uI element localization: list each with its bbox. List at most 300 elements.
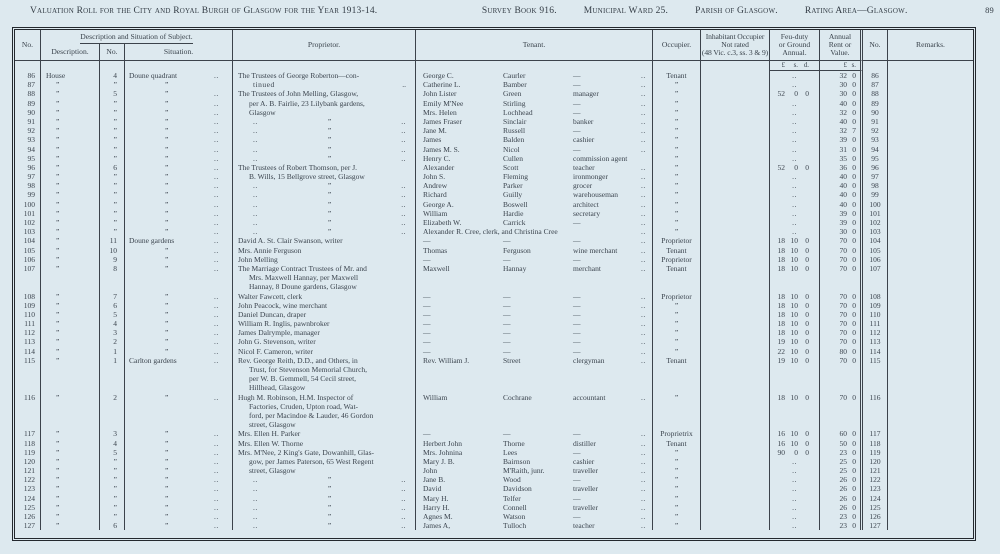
table-row — [15, 521, 973, 530]
tenant-dots: .. — [641, 227, 646, 237]
cell-annual-rent — [820, 328, 863, 337]
table-row — [15, 200, 973, 209]
tenant-occupation: commission agent — [573, 153, 628, 163]
rent-shillings: 0 — [852, 144, 856, 154]
feu-dots: .. — [792, 208, 797, 218]
tenant-surname: — — [503, 328, 511, 338]
feu-pence: 0 — [805, 392, 809, 402]
rent-pounds: 40 — [839, 199, 847, 209]
tenant-surname: Carrick — [503, 218, 526, 227]
tenant-surname: Thorne — [503, 438, 525, 448]
cell-feu-duty — [770, 383, 820, 392]
cell-tenant — [416, 310, 653, 319]
cell-remarks — [888, 356, 973, 365]
cell-situation — [125, 218, 233, 227]
situation-text — [125, 402, 214, 411]
feu-pence: 0 — [805, 236, 809, 246]
rent-pounds: 30 — [839, 80, 847, 90]
cell-description: ” — [41, 347, 100, 356]
cell-feu-duty — [770, 172, 820, 181]
cell-street-no: ” — [100, 172, 125, 181]
cell-inhabitant-occupier — [701, 521, 770, 530]
cell-situation — [125, 264, 233, 273]
situation-dots: .. — [214, 162, 219, 172]
cell-situation — [125, 512, 233, 521]
cell-annual-rent — [820, 347, 863, 356]
cell-feu-duty — [770, 181, 820, 190]
cell-remarks — [888, 319, 973, 328]
cell-entry-no: 88 — [15, 89, 41, 98]
cell-entry-no: 100 — [15, 200, 41, 209]
situation-dots: .. — [214, 300, 219, 310]
cell-feu-duty — [770, 475, 820, 484]
tenant-dots: .. — [641, 300, 646, 310]
table-row — [15, 420, 973, 429]
tenant-dots: .. — [641, 493, 646, 503]
cell-annual-rent — [820, 466, 863, 475]
table-row — [15, 227, 973, 236]
cell-tenant — [416, 292, 653, 301]
cell-tenant — [416, 420, 653, 429]
tenant-forename: — — [423, 300, 431, 310]
tenant-dots: .. — [641, 254, 646, 264]
cell-annual-rent — [820, 126, 863, 135]
table-row — [15, 273, 973, 282]
tenant-surname: — — [503, 254, 511, 264]
table-row — [15, 292, 973, 301]
rent-pounds: 39 — [839, 135, 847, 145]
situation-dots: .. — [214, 337, 219, 347]
cell-annual-rent — [820, 190, 863, 199]
table-row — [15, 393, 973, 402]
cell-tenant — [416, 227, 653, 236]
cell-remarks — [888, 282, 973, 291]
cell-entry-no: 116 — [15, 393, 41, 402]
rent-pounds: 70 — [839, 309, 847, 319]
proprietor-ditto-part: ” — [327, 218, 332, 227]
tenant-forename: Richard — [423, 190, 447, 200]
tenant-occupation: cashier — [573, 135, 595, 145]
proprietor-ditto-part: .. — [401, 493, 406, 503]
feu-shillings: 10 — [790, 309, 798, 319]
cell-entry-no — [15, 282, 41, 291]
tenant-surname: Russell — [503, 126, 526, 136]
cell-situation — [125, 71, 233, 80]
cell-situation — [125, 301, 233, 310]
cell-entry-no-right: 102 — [863, 218, 888, 227]
cell-annual-rent — [820, 71, 863, 80]
situation-dots: .. — [214, 319, 219, 329]
cell-proprietor — [233, 80, 416, 89]
cell-description — [41, 282, 100, 291]
situation-text: ” — [165, 456, 169, 466]
cell-annual-rent — [820, 246, 863, 255]
header-remarks: Remarks. — [916, 40, 945, 49]
cell-occupier: ” — [653, 319, 701, 328]
feu-pence: 0 — [805, 291, 809, 301]
proprietor-ditto-part: .. — [253, 502, 258, 512]
rent-shillings: 0 — [852, 263, 856, 273]
cell-inhabitant-occupier — [701, 337, 770, 346]
cell-street-no: ” — [100, 512, 125, 521]
cell-proprietor: B. Wills, 15 Bellgrove street, Glasgow — [233, 172, 416, 181]
cell-entry-no: 99 — [15, 190, 41, 199]
header-feu-duty: Feu-duty or Ground Annual. — [770, 30, 820, 60]
cell-street-no: 6 — [100, 301, 125, 310]
tenant-occupation: banker — [573, 116, 594, 126]
proprietor-ditto-part: .. — [253, 116, 258, 126]
cell-tenant — [416, 402, 653, 411]
cell-entry-no-right — [863, 420, 888, 429]
proprietor-ditto-part: ” — [327, 116, 332, 126]
cell-remarks — [888, 393, 973, 402]
cell-inhabitant-occupier — [701, 383, 770, 392]
header-proprietor: Proprietor. — [233, 30, 416, 60]
tenant-dots: .. — [641, 89, 646, 99]
cell-tenant — [416, 475, 653, 484]
cell-situation — [125, 246, 233, 255]
cell-entry-no-right: 116 — [863, 393, 888, 402]
rent-pounds: 26 — [839, 484, 847, 494]
rent-pounds: 23 — [839, 447, 847, 457]
cell-entry-no: 127 — [15, 521, 41, 530]
feu-shillings: 10 — [790, 300, 798, 310]
tenant-occupation: warehouseman — [573, 190, 618, 200]
tenant-forename: Mrs. Johnina — [423, 447, 463, 457]
cell-inhabitant-occupier — [701, 328, 770, 337]
cell-remarks — [888, 200, 973, 209]
cell-annual-rent — [820, 264, 863, 273]
cell-street-no: ” — [100, 99, 125, 108]
cell-situation — [125, 126, 233, 135]
cell-situation — [125, 172, 233, 181]
proprietor-ditto-part: ” — [327, 512, 332, 521]
cell-feu-duty — [770, 301, 820, 310]
cell-proprietor: ford, per Macindoe & Lauder, 46 Gordon — [233, 411, 416, 420]
cell-proprietor — [233, 494, 416, 503]
rent-shillings: 0 — [852, 521, 856, 531]
cell-remarks — [888, 71, 973, 80]
tenant-occupation: — — [573, 254, 581, 264]
cell-description: ” — [41, 475, 100, 484]
tenant-dots: .. — [641, 319, 646, 329]
rent-shillings: 0 — [852, 484, 856, 494]
tenant-forename: — — [423, 236, 431, 246]
cell-tenant — [416, 264, 653, 273]
cell-street-no: 2 — [100, 393, 125, 402]
situation-text: ” — [165, 153, 169, 163]
cell-inhabitant-occupier — [701, 99, 770, 108]
feu-dots: .. — [792, 502, 797, 512]
cell-remarks — [888, 292, 973, 301]
cell-entry-no-right: 119 — [863, 448, 888, 457]
cell-tenant — [416, 429, 653, 438]
proprietor-ditto-part: .. — [401, 144, 406, 154]
rent-shillings: 0 — [852, 236, 856, 246]
cell-annual-rent — [820, 402, 863, 411]
table-row — [15, 319, 973, 328]
tenant-forename: Jane B. — [423, 475, 446, 485]
cell-remarks — [888, 457, 973, 466]
cell-proprietor — [233, 218, 416, 227]
feu-dots: .. — [792, 144, 797, 154]
cell-entry-no-right: 88 — [863, 89, 888, 98]
rent-shillings: 0 — [852, 346, 856, 356]
cell-occupier: ” — [653, 227, 701, 236]
situation-text: ” — [165, 447, 169, 457]
rent-shillings: 0 — [852, 309, 856, 319]
situation-text: ” — [165, 116, 169, 126]
cell-feu-duty — [770, 163, 820, 172]
cell-entry-no: 121 — [15, 466, 41, 475]
feu-pence: 0 — [805, 328, 809, 338]
proprietor-ditto-part: .. — [401, 199, 406, 209]
cell-tenant — [416, 209, 653, 218]
tenant-forename: James — [423, 135, 442, 145]
cell-remarks — [888, 181, 973, 190]
feu-dots: .. — [792, 80, 797, 90]
cell-description: ” — [41, 521, 100, 530]
tenant-dots: .. — [641, 126, 646, 136]
cell-tenant — [416, 411, 653, 420]
cell-annual-rent — [820, 337, 863, 346]
cell-proprietor: street, Glasgow — [233, 420, 416, 429]
cell-remarks — [888, 117, 973, 126]
cell-street-no: 6 — [100, 163, 125, 172]
cell-proprietor: Walter Fawcett, clerk — [233, 292, 416, 301]
cell-proprietor: The Marriage Contract Trustees of Mr. and — [233, 264, 416, 273]
feu-dots: .. — [792, 512, 797, 521]
survey-book-label: Survey Book 916. — [481, 6, 557, 16]
rent-pounds: 23 — [839, 512, 847, 521]
cell-remarks — [888, 374, 973, 383]
situation-dots: .. — [214, 98, 219, 108]
cell-tenant — [416, 200, 653, 209]
tenant-surname: Guilly — [503, 190, 523, 200]
proprietor-ditto-part: .. — [253, 484, 258, 494]
cell-street-no: 3 — [100, 328, 125, 337]
feu-pence: 0 — [805, 254, 809, 264]
feu-pence: 0 — [805, 245, 809, 255]
feu-pounds: 16 — [777, 438, 785, 448]
cell-entry-no-right: 113 — [863, 337, 888, 346]
cell-description — [41, 383, 100, 392]
tenant-surname: — — [503, 346, 511, 356]
cell-remarks — [888, 227, 973, 236]
cell-proprietor: John Melling — [233, 255, 416, 264]
tenant-dots: .. — [641, 98, 646, 108]
situation-dots: .. — [214, 521, 219, 531]
table-row — [15, 236, 973, 245]
situation-dots: .. — [214, 245, 219, 255]
tenant-dots: .. — [641, 199, 646, 209]
cell-inhabitant-occupier — [701, 218, 770, 227]
feu-shillings: 10 — [790, 236, 798, 246]
rent-shillings: 0 — [852, 438, 856, 448]
cell-situation — [125, 374, 233, 383]
proprietor-ditto-part: .. — [253, 493, 258, 503]
tenant-occupation: distiller — [573, 438, 596, 448]
table-row — [15, 246, 973, 255]
cell-tenant — [416, 99, 653, 108]
proprietor-ditto-part: .. — [253, 190, 258, 200]
cell-inhabitant-occupier — [701, 209, 770, 218]
cell-situation — [125, 365, 233, 374]
cell-tenant — [416, 448, 653, 457]
situation-dots: .. — [214, 447, 219, 457]
tenant-forename: William — [423, 392, 448, 402]
tenant-forename: John — [423, 466, 438, 476]
rent-pounds: 32 — [839, 126, 847, 136]
proprietor-ditto-part: .. — [401, 208, 406, 218]
cell-remarks — [888, 420, 973, 429]
cell-entry-no: 122 — [15, 475, 41, 484]
proprietor-ditto-part: .. — [401, 521, 406, 531]
cell-entry-no: 102 — [15, 218, 41, 227]
cell-proprietor — [233, 484, 416, 493]
table-header — [15, 30, 973, 60]
cell-proprietor: per W. B. Gemmell, 54 Cecil street, — [233, 374, 416, 383]
rent-pounds: 39 — [839, 218, 847, 227]
tenant-surname: Watson — [503, 512, 526, 521]
feu-shillings: 10 — [790, 328, 798, 338]
tenant-dots: .. — [641, 475, 646, 485]
situation-dots — [214, 402, 232, 411]
cell-occupier: ” — [653, 503, 701, 512]
cell-description: ” — [41, 512, 100, 521]
cell-proprietor — [233, 503, 416, 512]
tenant-occupation: — — [573, 429, 581, 439]
rating-area-label: Rating Area—Glasgow. — [804, 6, 908, 16]
cell-situation — [125, 154, 233, 163]
cell-entry-no-right: 127 — [863, 521, 888, 530]
cell-proprietor: Hugh M. Robinson, H.M. Inspector of — [233, 393, 416, 402]
cell-remarks — [888, 466, 973, 475]
tenant-occupation: — — [573, 71, 581, 80]
cell-situation — [125, 466, 233, 475]
cell-proprietor: James Dalrymple, manager — [233, 328, 416, 337]
situation-dots: .. — [214, 199, 219, 209]
table-row — [15, 89, 973, 98]
header-sub-description: Description. — [41, 44, 100, 60]
table-row — [15, 71, 973, 80]
tenant-dots: .. — [641, 162, 646, 172]
cell-street-no: 8 — [100, 264, 125, 273]
rent-shillings: 0 — [852, 355, 856, 365]
feu-dots: .. — [792, 107, 797, 117]
situation-dots: .. — [214, 172, 219, 182]
cell-occupier: ” — [653, 475, 701, 484]
cell-inhabitant-occupier — [701, 255, 770, 264]
cell-remarks — [888, 475, 973, 484]
cell-occupier: ” — [653, 494, 701, 503]
proprietor-ditto-part: .. — [253, 512, 258, 521]
tenant-forename: Mrs. Helen — [423, 107, 457, 117]
rent-pounds: 40 — [839, 181, 847, 191]
tenant-surname: Bairnson — [503, 456, 531, 466]
situation-text: ” — [165, 438, 169, 448]
cell-proprietor: Trust, for Stevenson Memorial Church, — [233, 365, 416, 374]
tenant-surname: Cullen — [503, 153, 523, 163]
cell-occupier: Proprietor — [653, 236, 701, 245]
rent-pounds: 32 — [839, 71, 847, 80]
feu-dots: .. — [792, 218, 797, 227]
cell-remarks — [888, 411, 973, 420]
cell-proprietor — [233, 209, 416, 218]
cell-occupier: ” — [653, 512, 701, 521]
cell-tenant — [416, 236, 653, 245]
cell-street-no — [100, 282, 125, 291]
rent-shillings: 0 — [852, 218, 856, 227]
cell-inhabitant-occupier — [701, 227, 770, 236]
cell-description: ” — [41, 246, 100, 255]
rent-shillings: 0 — [852, 190, 856, 200]
cell-proprietor: David A. St. Clair Swanson, writer — [233, 236, 416, 245]
cell-proprietor: Hillhead, Glasgow — [233, 383, 416, 392]
feu-dots: .. — [792, 484, 797, 494]
cell-entry-no-right: 110 — [863, 310, 888, 319]
tenant-occupation: teacher — [573, 521, 595, 531]
situation-dots: .. — [214, 493, 219, 503]
cell-situation — [125, 494, 233, 503]
rent-pounds: 30 — [839, 227, 847, 237]
feu-dots: .. — [792, 199, 797, 209]
cell-entry-no: 86 — [15, 71, 41, 80]
proprietor-ditto-part: .. — [253, 181, 258, 191]
tenant-forename: John S. — [423, 172, 446, 182]
situation-text: ” — [165, 107, 169, 117]
situation-dots: .. — [214, 144, 219, 154]
cell-description: House — [41, 71, 100, 80]
cell-street-no: 3 — [100, 429, 125, 438]
cell-inhabitant-occupier — [701, 420, 770, 429]
cell-entry-no-right — [863, 365, 888, 374]
tenant-dots: .. — [641, 438, 646, 448]
tenant-dots: .. — [641, 291, 646, 301]
cell-proprietor — [233, 126, 416, 135]
cell-occupier: ” — [653, 181, 701, 190]
cell-entry-no: 87 — [15, 80, 41, 89]
cell-entry-no-right: 98 — [863, 181, 888, 190]
tenant-forename: George C. — [423, 71, 454, 80]
situation-dots — [214, 383, 232, 392]
tenant-forename: Herbert John — [423, 438, 462, 448]
tenant-surname: Nicol — [503, 144, 520, 154]
situation-text: ” — [165, 254, 169, 264]
cell-annual-rent — [820, 448, 863, 457]
cell-tenant — [416, 374, 653, 383]
situation-text: ” — [165, 309, 169, 319]
cell-remarks — [888, 172, 973, 181]
cell-proprietor: The Trustees of George Roberton—con- — [233, 71, 416, 80]
situation-text: ” — [165, 521, 169, 531]
situation-text: ” — [165, 80, 169, 90]
cell-feu-duty — [770, 420, 820, 429]
proprietor-ditto-part: ” — [327, 502, 332, 512]
tenant-occupation: — — [573, 218, 581, 227]
cell-situation — [125, 135, 233, 144]
cell-street-no: ” — [100, 181, 125, 190]
feu-pounds: 19 — [777, 355, 785, 365]
cell-annual-rent — [820, 108, 863, 117]
cell-occupier: ” — [653, 337, 701, 346]
tenant-occupation: traveller — [573, 502, 598, 512]
table-row — [15, 190, 973, 199]
rent-shillings: 7 — [852, 126, 856, 136]
tenant-dots: .. — [641, 429, 646, 439]
rent-shillings: 0 — [852, 291, 856, 301]
cell-description: ” — [41, 393, 100, 402]
